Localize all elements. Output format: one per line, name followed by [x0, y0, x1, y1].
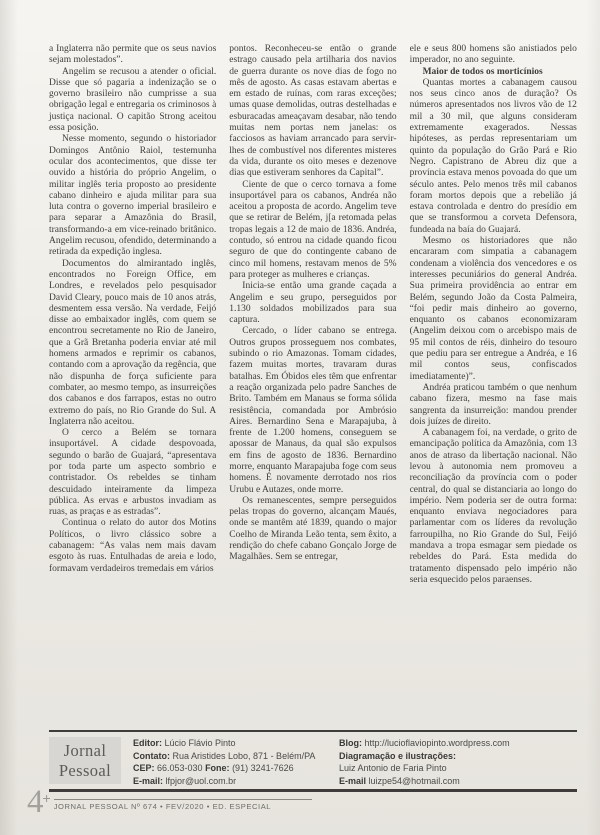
- masthead-footer: [49, 737, 577, 787]
- paragraph: Cercado, o líder cabano se entrega. Outros grupos prosseguem nos combates, subindo o rio Amazonas. Tomam cidades, fazem muitas mortes, travaram duras batalhas. Em Óbidos eles têm que enfrentar a reação organizada pelo padre Sanches de Brito. Também em Manaus se forma sólida resistência, comandada por Ambrósio Aires. Bernardino Sena e Marapajuba, à frente de 1.200 homens, conseguem se apossar de Manaus, da qual são expulsos em fins de agosto de 1836. Bernardino morre, enquanto Marapajuba foge com seus homens. É novamente derrotado nos rios Urubu e Autazes, onde morre.: [229, 326, 397, 495]
- email-left-value: lfpjor@uol.com.br: [163, 775, 237, 786]
- paragraph: Quantas mortes a cabanagem causou nos seus cinco anos de duração? Os números apresentados nos livros vão de 12 mil a 30 mil, que alguns consideram extremamente exagerados. Nessas hipóteses, as perdas representariam um quinto da população do Grão Pará e Rio Negro. Capistrano de Abreu diz que a província estava menos povoada do que um século antes. Pelo menos três mil cabanos foram mortos depois que a rebelião já estava controlada e dentro do presídio em que se transformou a corveta Defensora, fundeada na baía do Guajará.: [409, 77, 577, 235]
- email-left-line: [133, 775, 333, 788]
- caption-rule: [54, 799, 312, 800]
- diagramacao-label-line: [339, 750, 510, 763]
- paragraph: Angelim se recusou a atender o oficial. Disse que só pagaria a indenização se o governo brasileiro não cumprisse a sua obrigação legal e entregaria os criminosos à justiça nacional. O capitão Strong aceitou essa posição.: [49, 66, 217, 134]
- blog-value: http://lucioflaviopinto.wordpress.com: [362, 738, 510, 748]
- jornal-pessoal-logo: [49, 737, 121, 784]
- footer-contact-block: [133, 737, 333, 787]
- paragraph: Ciente de que o cerco tornava a fome insuportável para os cabanos, Andréa não aceitou a proposta de acordo. Angelim teve que se retirar de Belém, j[a retomada pelas tropas legais a 12 de maio de 1836. Andréa, contudo, só entrou na cidade quando ficou seguro de que do contingente cabano de cinco mil homens, restavam menos de 5% para proteger as mulheres e crianças.: [229, 179, 397, 280]
- email-right-value: luizpe54@hotmail.com: [366, 775, 460, 786]
- contato-line: [133, 750, 333, 763]
- fone-label: Fone:: [205, 763, 230, 774]
- paragraph: Andréa praticou também o que nenhum cabano fizera, mesmo na fase mais sangrenta da insurreição: mandou prender dois juízes de direito.: [409, 382, 577, 427]
- cep-value: 66.053-030: [154, 763, 206, 774]
- contato-value: Rua Aristides Lobo, 871 - Belém/PA: [170, 750, 316, 761]
- paragraph: O cerco a Belém se tornara insuportável. A cidade despovoada, segundo o barão de Guajará, “apresentava por toda parte um aspecto sombrio e contristador. Os rebeldes se tinham descuidado inteiramente da limpeza pública. As ervas e arbustos invadiam as ruas, as praças e as estradas”.: [49, 428, 217, 518]
- section-heading: Maior de todos os morticínios: [422, 66, 543, 77]
- page-number-plus: +: [42, 790, 51, 806]
- logo-line-2: Pessoal: [58, 760, 112, 780]
- issue-caption-block: [54, 787, 312, 811]
- editor-line: [133, 737, 333, 750]
- paragraph: ele e seus 800 homens são anistiados pelo imperador, no ano seguinte.: [409, 44, 577, 66]
- paragraph: Inicia-se então uma grande caçada a Angelim e seu grupo, perseguidos por 1.130 soldados mobilizados para sua captura.: [229, 281, 397, 326]
- issue-caption: JORNAL PESSOAL Nº 674 • FEV/2020 • ED. ESPECIAL: [53, 802, 272, 811]
- editor-value: Lúcio Flávio Pinto: [162, 738, 236, 748]
- page-footer: [27, 784, 312, 820]
- footer-top-rule: [49, 730, 577, 732]
- email-right-label: E-mail: [339, 775, 367, 786]
- blog-line: [339, 737, 510, 750]
- cep-fone-line: [133, 762, 333, 775]
- paragraph: A cabanagem foi, na verdade, o grito de emancipação política da Amazônia, com 13 anos de atraso da libertação nacional. Não levou à autonomia nem promoveu a reconciliação da província com o poder central, do qual se distanciaria ao longo do império. Nem poderia ser de outra forma: enquanto enviava negociadores para parlamentar com os líderes da revolução farroupilha, no Rio Grande do Sul, Feijó mandava a tropa esmagar sem piedade os rebeldes do Pará. Esta medida do tratamento dispensado pelo império não seria esquecido pelos paraenses.: [409, 428, 577, 585]
- diagramacao-label: Diagramação e ilustrações:: [339, 750, 457, 761]
- contato-label: Contato:: [133, 750, 170, 761]
- paragraph: pontos. Reconheceu-se então o grande estrago causado pela artilharia dos navios de guerra durante os nove dias de fogo no mês de agosto. As casas estavam abertas e em estado de ruínas, com raras exceções; umas quase demolidas, outras destelhadas e esburacadas ameaçavam desabar, não tendo muitas nem portas nem janelas: os facciosos as haviam arrancado para servir-lhes de combustível nos diferentes misteres da vida, durante os oito meses e dezenove dias que estiveram senhores da Capital”.: [229, 44, 397, 179]
- blog-label: Blog:: [339, 738, 362, 748]
- fone-value: (91) 3241-7626: [229, 763, 294, 774]
- email-right-line: [339, 775, 510, 788]
- paragraph: Documentos do almirantado inglês, encontrados no Foreign Office, em Londres, e revelados pelo pesquisador David Cleary, pouco mais de 10 anos atrás, desmentem essa versão. Na verdade, Feijó disse ao embaixador inglês, com quem se encontrou secretamente no Rio de Janeiro, que a Grã Bretanha poderia enviar até mil homens armados e reprimir os cabanos, contando com a aprovação da regência, que não dispunha de força suficiente para combater, ao mesmo tempo, as insurreições dos cabanos e dos farrapos, estas no outro extremo do país, no Rio Grande do Sul. A Inglaterra não aceitou.: [49, 258, 217, 427]
- paragraph: Continua o relato do autor dos Motins Políticos, o livro clássico sobre a cabanagem: “As valas nem mais davam esgoto às ruas. Entulhadas de areia e lodo, formavam verdadeiros tremedais em vários: [49, 518, 217, 574]
- diagramacao-value-line: [339, 762, 510, 775]
- paragraph: a Inglaterra não permite que os seus navios sejam molestados”.: [49, 44, 217, 66]
- article-column-3: [410, 44, 577, 586]
- paragraph: Nesse momento, segundo o historiador Domingos Antônio Raiol, testemunha ocular dos acontecimentos, que disse ter ouvido a história do próprio Angelim, o militar inglês teria proposto ao presidente cabano dinheiro e ajuda militar para sua luta contra o governo imperial brasileiro e para separar a Amazônia do Brasil, transformando-a em vice-reinado britânico. Angelim recusou, ofendido, determinando a retirada da expedição inglesa.: [49, 134, 217, 258]
- article-column-1: [49, 44, 216, 586]
- editor-label: Editor:: [133, 738, 162, 748]
- email-left-label: E-mail:: [133, 775, 164, 786]
- paragraph: Mesmo os historiadores que não encararam com simpatia a cabanagem condenam a violência dos vencedores e os interesses pecuniários do general Andréa. Sua primeira providência ao entrar em Belém, segundo João da Costa Palmeira, “foi pedir mais dinheiro ao governo, enquanto os cabanos economizaram (Angelim deixou com o arcebispo mais de 95 mil contos de réis, dinheiro do tesouro que pediu para ser entregue a Andréa, e 16 mil contos seus, confiscados imediatamente)”.: [409, 236, 577, 382]
- footer-credits-block: [339, 737, 510, 787]
- paragraph: Os remanescentes, sempre perseguidos pelas tropas do governo, alcançam Maués, onde se mantêm até 1839, quando o major Coelho de Miranda Leão tenta, sem êxito, a rendição do chefe cabano Gonçalo Jorge de Magalhães. Sem se entregar,: [229, 495, 397, 563]
- page-number: 4: [27, 784, 44, 820]
- article-column-2: [229, 44, 396, 586]
- cep-label: CEP:: [133, 763, 155, 774]
- logo-line-1: Jornal: [63, 741, 107, 760]
- diagramacao-value: Luiz Antonio de Faria Pinto: [339, 763, 447, 774]
- article-body: [49, 44, 577, 586]
